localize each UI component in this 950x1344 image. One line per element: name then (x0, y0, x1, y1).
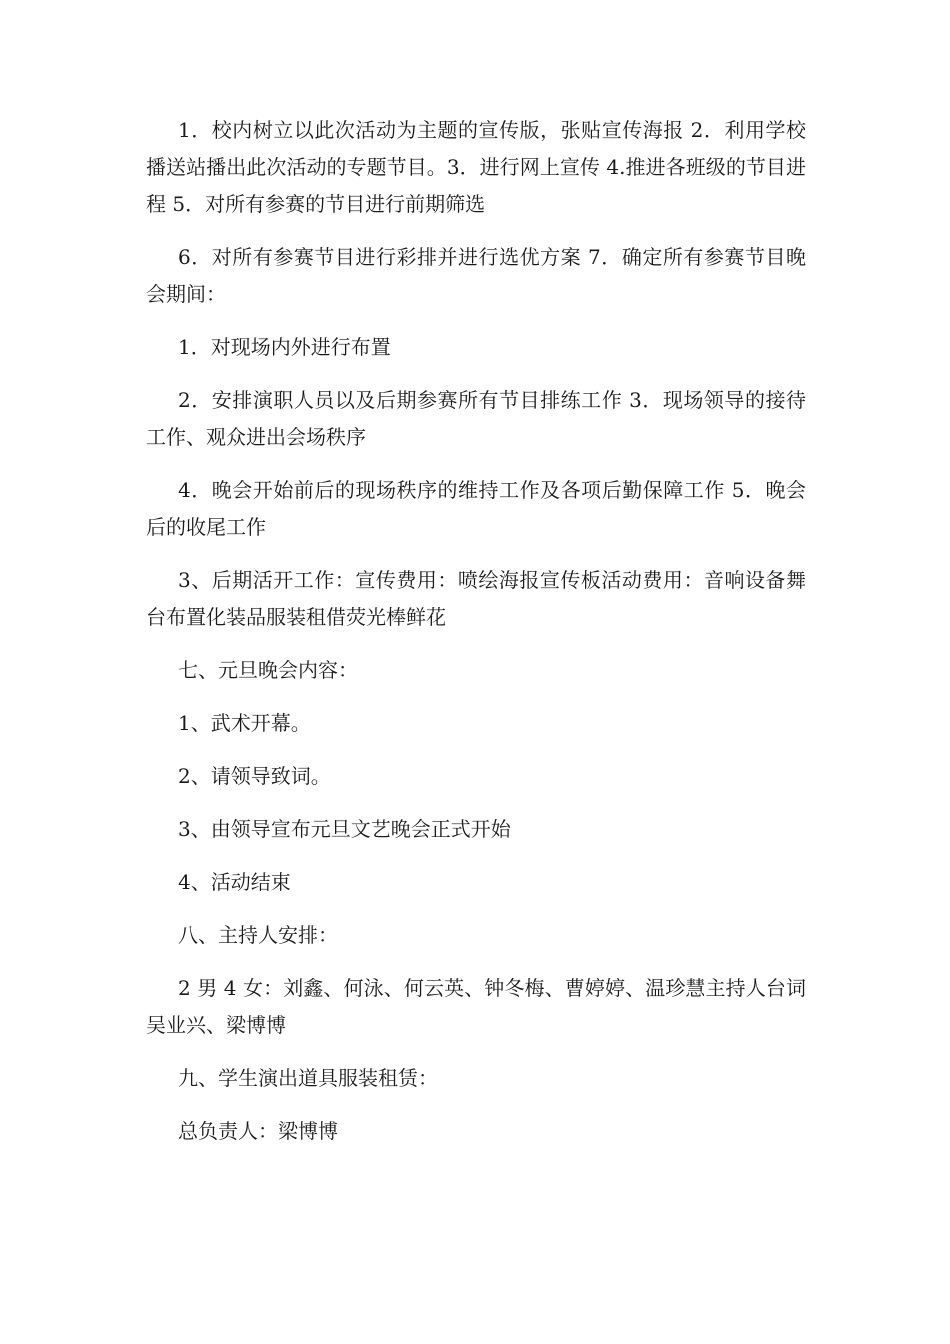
paragraph-publicity-tasks: 1．校内树立以此次活动为主题的宣传版，张贴宣传海报 2．利用学校播送站播出此次活动的专题节目。3．进行网上宣传 4.推进各班级的节目进程 5．对所有参赛的节目进行前期筛选 (146, 118, 806, 216)
list-item-martial-arts: 1、武术开幕。 (178, 711, 311, 735)
heading-host-arrangement: 八、主持人安排： (178, 923, 338, 947)
heading-gala-content: 七、元旦晚会内容： (178, 658, 358, 682)
paragraph-staff-arrangement: 2．安排演职人员以及后期参赛所有节目排练工作 3．现场领导的接待工作、观众进出会场秩序 (146, 388, 806, 449)
list-item-event-end: 4、活动结束 (178, 870, 291, 894)
paragraph-rehearsal-tasks: 6．对所有参赛节目进行彩排并进行选优方案 7．确定所有参赛节目晚会期间： (146, 245, 806, 306)
paragraph-host-list: 2 男 4 女：刘鑫、何泳、何云英、钟冬梅、曹婷婷、温珍慧主持人台词 吴业兴、梁博博 (146, 976, 845, 1037)
paragraph-responsible-person: 总负责人：梁博博 (178, 1119, 338, 1143)
list-item-leader-speech: 2、请领导致词。 (178, 764, 331, 788)
paragraph-costs: 3、后期活开工作：宣传费用：喷绘海报宣传板活动费用：音响设备舞台布置化装品服装租借荧光棒鲜花 (146, 568, 806, 629)
paragraph-venue-setup: 1．对现场内外进行布置 (178, 335, 391, 359)
document-body (146, 112, 845, 1166)
paragraph-order-maintenance: 4．晚会开始前后的现场秩序的维持工作及各项后勤保障工作 5．晚会后的收尾工作 (146, 478, 806, 539)
list-item-official-opening: 3、由领导宣布元旦文艺晚会正式开始 (178, 817, 511, 841)
heading-costume-rental: 九、学生演出道具服装租赁： (178, 1066, 438, 1090)
